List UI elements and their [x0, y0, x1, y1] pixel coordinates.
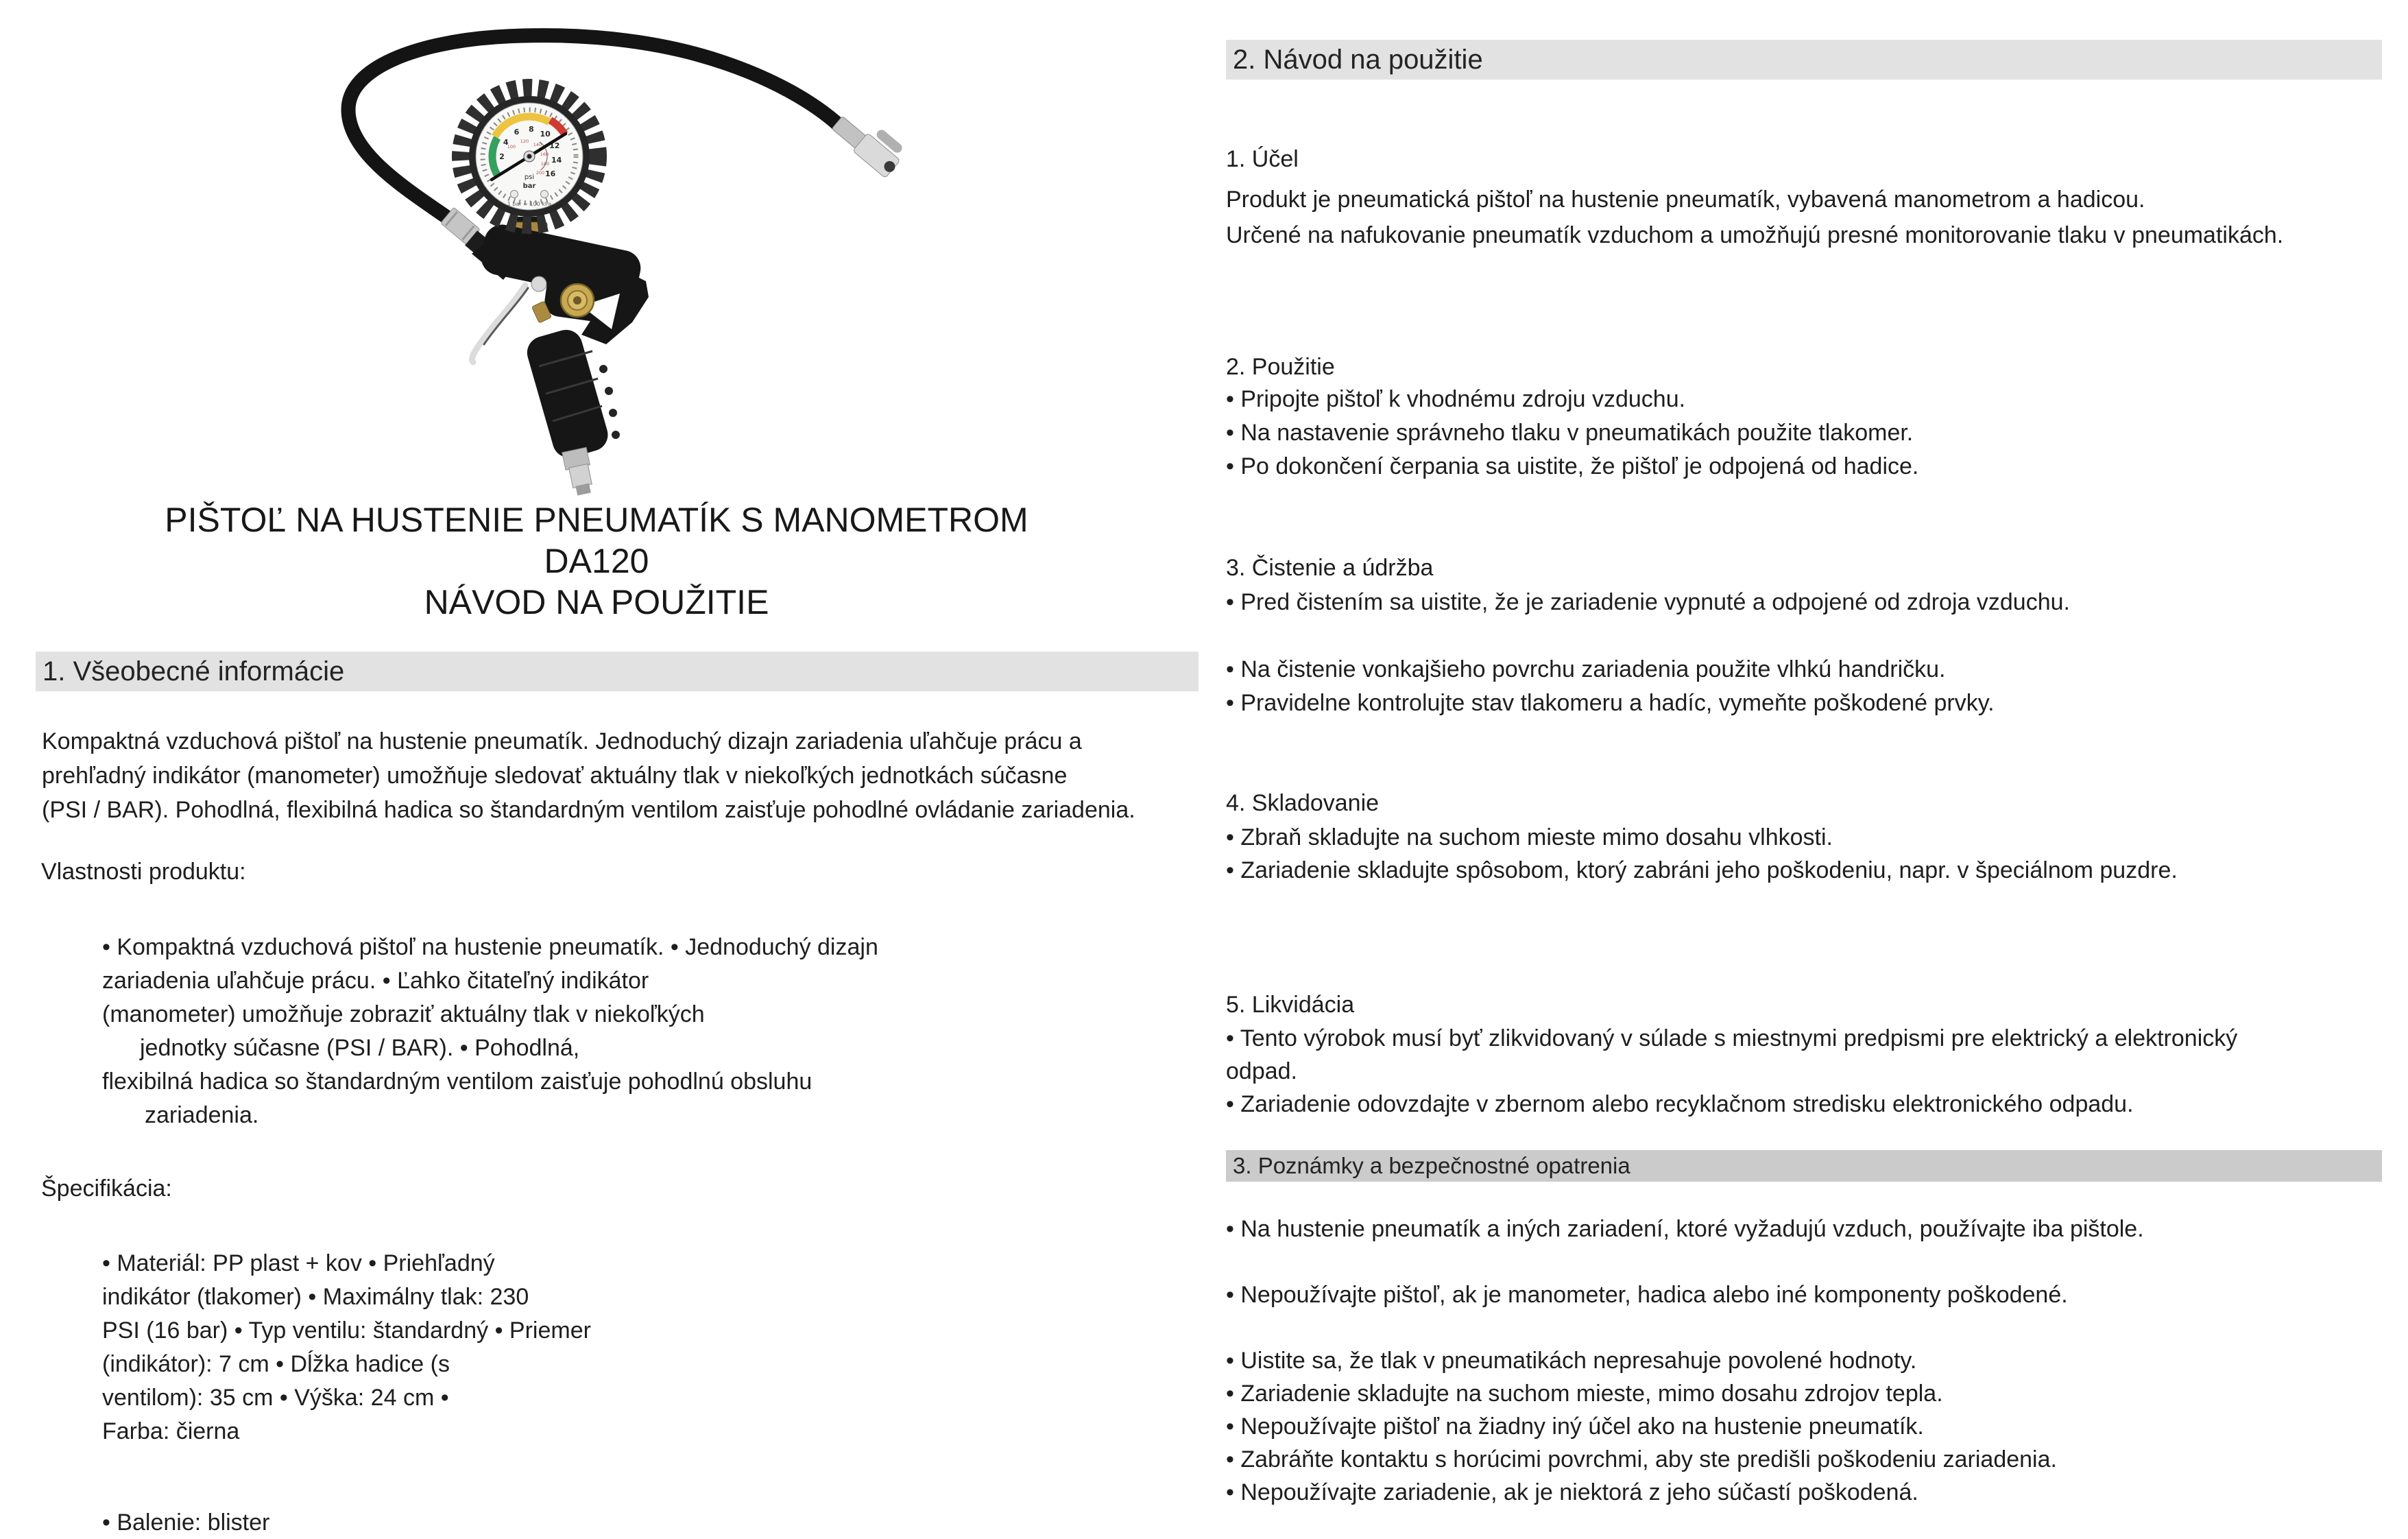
brass-bolt: [561, 284, 594, 317]
svg-text:14: 14: [551, 156, 562, 165]
features-list: [102, 931, 878, 1132]
feature-line: zariadenia uľahčuje prácu. • Ľahko čitateľný indikátor: [102, 968, 649, 994]
section-header-notes: [1226, 1150, 2382, 1182]
bullet-line: • Nepoužívajte pištoľ, ak je manometer, hadica alebo iné komponenty poškodené.: [1226, 1282, 2068, 1308]
product-title: [27, 499, 1166, 623]
svg-text:140: 140: [533, 142, 542, 147]
bullet-line: • Pripojte pištoľ k vhodnému zdroju vzduchu.: [1226, 386, 1686, 412]
spec-line: (indikátor): 7 cm • Dĺžka hadice (s: [102, 1351, 450, 1377]
bullet-line: • Zariadenie skladujte spôsobom, ktorý zabráni jeho poškodeniu, napr. v špeciálnom puzdre.: [1226, 857, 2178, 883]
feature-line: zariadenia.: [145, 1102, 259, 1128]
subsection-body: [1226, 182, 2283, 253]
bullet-line: • Zariadenie odovzdajte v zbernom alebo recyklačnom stredisku elektronického odpadu.: [1226, 1091, 2134, 1117]
pressure-gauge: [461, 88, 598, 225]
section-header-general-label: 1. Všeobecné informácie: [43, 656, 345, 687]
bullet-line: • Pred čistením sa uistite, že je zariadenie vypnuté a odpojené od zdroja vzduchu.: [1226, 589, 2070, 615]
product-photo: [309, 12, 912, 499]
spec-list: [102, 1247, 591, 1448]
svg-text:180: 180: [540, 161, 550, 167]
features-heading: Vlastnosti produktu:: [41, 859, 246, 885]
text-line: Určené na nafukovanie pneumatík vzduchom a umožňujú presné monitorovanie tlaku v pneumatikách.: [1226, 222, 2284, 248]
bullet-line: • Zariadenie skladujte na suchom mieste, mimo dosahu zdrojov tepla.: [1226, 1381, 1943, 1407]
feature-line: jednotky súčasne (PSI / BAR). • Pohodlná,: [140, 1035, 580, 1061]
subsection-title: 5. Likvidácia: [1226, 992, 1355, 1018]
subsection-body: [1226, 586, 2070, 720]
section-header-usage: [1226, 40, 2382, 80]
svg-text:160: 160: [540, 152, 549, 157]
svg-text:2: 2: [499, 152, 505, 161]
svg-text:6: 6: [514, 128, 520, 136]
bullet-line: • Tento výrobok musí byť zlikvidovaný v súlade s miestnymi predpismi pre elektrický a elektronický: [1226, 1025, 2238, 1051]
gauge-unit-psi: psi: [524, 174, 535, 181]
feature-line: (manometer) umožňuje zobraziť aktuálny tlak v niekoľkých: [102, 1001, 705, 1027]
spec-heading: Špecifikácia:: [41, 1176, 172, 1202]
feature-line: flexibilná hadica so štandardným ventilom zaisťuje pohodlnú obsluhu: [102, 1069, 812, 1095]
subsection-body: [1226, 1022, 2237, 1121]
text-line: prehľadný indikátor (manometer) umožňuje sledovať aktuálny tlak v niekoľkých jednotkách súčasne: [42, 763, 1068, 789]
svg-text:100: 100: [507, 144, 516, 150]
product-subtitle: NÁVOD NA POUŽITIE: [424, 583, 769, 621]
bullet-line: • Nepoužívajte pištoľ na žiadny iný účel ako na hustenie pneumatík.: [1226, 1413, 1924, 1440]
gauge-footnote: 1 bar = 100 kPa: [507, 201, 552, 207]
svg-text:12: 12: [549, 141, 560, 150]
section-header-general: [36, 652, 1199, 691]
spec-line: PSI (16 bar) • Typ ventilu: štandardný • Priemer: [102, 1317, 591, 1344]
notes-body: [1226, 1213, 2144, 1509]
spec-line: • Materiál: PP plast + kov • Priehľadný: [102, 1250, 495, 1276]
air-inlet-fitting: [562, 447, 596, 497]
spec-line: ventilom): 35 cm • Výška: 24 cm •: [102, 1385, 449, 1411]
svg-text:120: 120: [520, 139, 529, 144]
gun-body: [472, 222, 649, 462]
gauge-unit-bar: bar: [522, 182, 536, 190]
bullet-line: • Nepoužívajte zariadenie, ak je niektorá z jeho súčastí poškodená.: [1226, 1479, 1918, 1505]
subsection-title: 3. Čistenie a údržba: [1226, 555, 1434, 581]
spec-line: indikátor (tlakomer) • Maximálny tlak: 230: [102, 1284, 529, 1310]
bullet-line: • Po dokončení čerpania sa uistite, že pištoľ je odpojená od hadice.: [1226, 453, 1919, 479]
subsection-title: 4. Skladovanie: [1226, 790, 1380, 816]
product-model: DA120: [544, 542, 649, 580]
svg-text:200: 200: [535, 170, 545, 176]
feature-line: • Kompaktná vzduchová pištoľ na hustenie pneumatík. • Jednoduchý dizajn: [102, 934, 878, 960]
text-line: Kompaktná vzduchová pištoľ na hustenie pneumatík. Jednoduchý dizajn zariadenia uľahčuje prácu a: [42, 728, 1082, 754]
bullet-line: • Na nastavenie správneho tlaku v pneumatikách použite tlakomer.: [1226, 420, 1914, 446]
subsection-title: 2. Použitie: [1226, 354, 1335, 380]
bullet-line: • Pravidelne kontrolujte stav tlakomeru a hadíc, vymeňte poškodené prvky.: [1226, 690, 1995, 716]
spacer-line: [1226, 1311, 2144, 1344]
product-title-line: PIŠTOĽ NA HUSTENIE PNEUMATÍK S MANOMETROM: [165, 501, 1028, 539]
general-intro: [42, 724, 1135, 827]
bullet-line: • Zabráňte kontaktu s horúcimi povrchmi, aby ste predišli poškodeniu zariadenia.: [1226, 1446, 2057, 1472]
svg-text:10: 10: [540, 130, 551, 139]
text-line: (PSI / BAR). Pohodlná, flexibilná hadica so štandardným ventilom zaisťuje pohodlné ovládanie zariadenia.: [42, 797, 1135, 823]
subsection-body: [1226, 383, 1918, 484]
bullet-line: • Na hustenie pneumatík a iných zariadení, ktoré vyžadujú vzduch, používajte iba pištole.: [1226, 1216, 2144, 1242]
text-line: Produkt je pneumatická pištoľ na hustenie pneumatík, vybavená manometrom a hadicou.: [1226, 187, 2145, 213]
svg-text:16: 16: [544, 169, 556, 178]
section-header-notes-label: 3. Poznámky a bezpečnostné opatrenia: [1233, 1153, 1630, 1178]
valve-chuck: [830, 104, 909, 179]
spec-line: Farba: čierna: [102, 1418, 240, 1444]
bullet-line: • Na čistenie vonkajšieho povrchu zariadenia použite vlhkú handričku.: [1226, 656, 1946, 682]
spacer-line: [1226, 619, 2070, 653]
bullet-line: • Uistite sa, že tlak v pneumatikách nepresahuje povolené hodnoty.: [1226, 1348, 1917, 1374]
trigger-pin: [531, 276, 546, 291]
subsection-body: [1226, 821, 2178, 887]
packaging-line: • Balenie: blister: [102, 1510, 270, 1536]
gauge-hub-center: [527, 154, 532, 159]
subsection-title: 1. Účel: [1226, 146, 1299, 172]
wrapped-line: odpad.: [1226, 1058, 1297, 1084]
section-header-usage-label: 2. Návod na použitie: [1233, 44, 1483, 75]
trigger-edge: [484, 288, 528, 344]
svg-text:8: 8: [528, 125, 534, 134]
spacer-line: [1226, 1245, 2144, 1278]
bullet-line: • Zbraň skladujte na suchom mieste mimo dosahu vlhkosti.: [1226, 824, 1833, 850]
svg-text:4: 4: [503, 138, 509, 147]
